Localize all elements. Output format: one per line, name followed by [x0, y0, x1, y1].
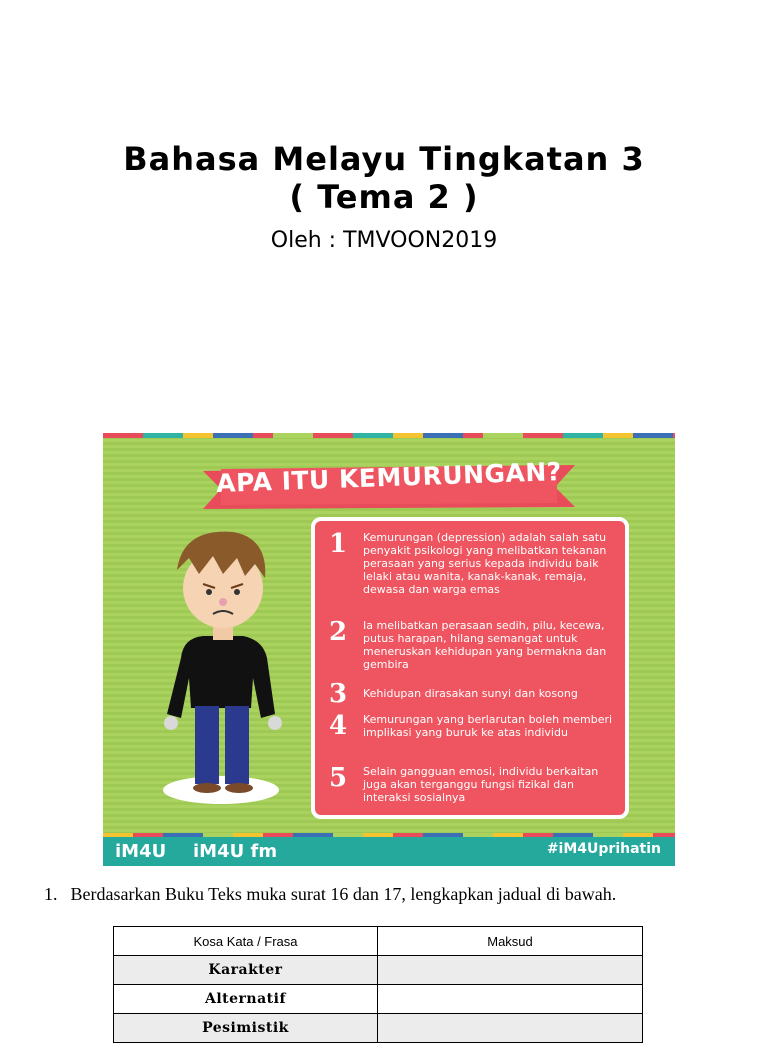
document-subtitle: ( Tema 2 ) [289, 178, 479, 216]
point-item [329, 765, 619, 804]
table-header-row [114, 927, 643, 956]
im4u-logo: iM4U [115, 841, 167, 862]
top-color-stripe [103, 433, 675, 438]
table-row [114, 1014, 643, 1043]
point-number: 5 [329, 763, 348, 793]
point-item [329, 681, 619, 707]
meaning-cell[interactable] [378, 985, 643, 1014]
point-text: Ia melibatkan perasaan sedih, pilu, kecewa, putus harapan, hilang semangat untuk meneruskan kehidupan yang bermakna dan gembira [363, 619, 607, 671]
question-text: Berdasarkan Buku Teks muka surat 16 dan 17, lengkapkan jadual di bawah. [70, 884, 617, 904]
infographic-footer [103, 833, 675, 866]
sad-boy-illustration [133, 518, 313, 808]
point-text: Kemurungan yang berlarutan boleh memberi implikasi yang buruk ke atas individu [363, 713, 613, 739]
hashtag-label: #iM4Uprihatin [546, 841, 661, 857]
point-number: 4 [329, 711, 348, 741]
point-item [329, 531, 619, 596]
point-number: 3 [329, 679, 348, 709]
table-row [114, 956, 643, 985]
author-line: Oleh : TMVOON2019 [270, 228, 498, 253]
infographic [103, 433, 675, 866]
point-number: 2 [329, 617, 348, 647]
term-cell: Karakter [114, 956, 378, 985]
meaning-cell[interactable] [378, 1014, 643, 1043]
header-term: Kosa Kata / Frasa [114, 927, 378, 956]
term-cell: Pesimistik [114, 1014, 378, 1043]
point-text: Kehidupan dirasakan sunyi dan kosong [363, 687, 578, 700]
vocabulary-table [113, 926, 643, 1043]
point-number: 1 [329, 529, 348, 559]
term-cell: Alternatif [114, 985, 378, 1014]
footer-color-stripe [103, 833, 675, 837]
question-number: 1. [44, 884, 58, 904]
header-meaning: Maksud [378, 927, 643, 956]
definition-card [311, 517, 629, 819]
point-item [329, 619, 619, 671]
infographic-heading: APA ITU KEMURUNGAN? [215, 456, 563, 499]
point-text: Selain gangguan emosi, individu berkaitan juga akan terganggu fungsi fizikal dan interaksi sosialnya [363, 765, 599, 804]
meaning-cell[interactable] [378, 956, 643, 985]
point-text: Kemurungan (depression) adalah salah satu penyakit psikologi yang melibatkan tekanan perasaan yang serius kepada individu baik lelaki atau wanita, kanak-kanak, remaja, dewasa dan warga emas [363, 531, 607, 596]
document-title: Bahasa Melayu Tingkatan 3 [123, 140, 645, 178]
point-item [329, 713, 619, 739]
im4u-fm-logo: iM4U fm [193, 841, 278, 862]
question-1 [44, 884, 616, 905]
table-row [114, 985, 643, 1014]
